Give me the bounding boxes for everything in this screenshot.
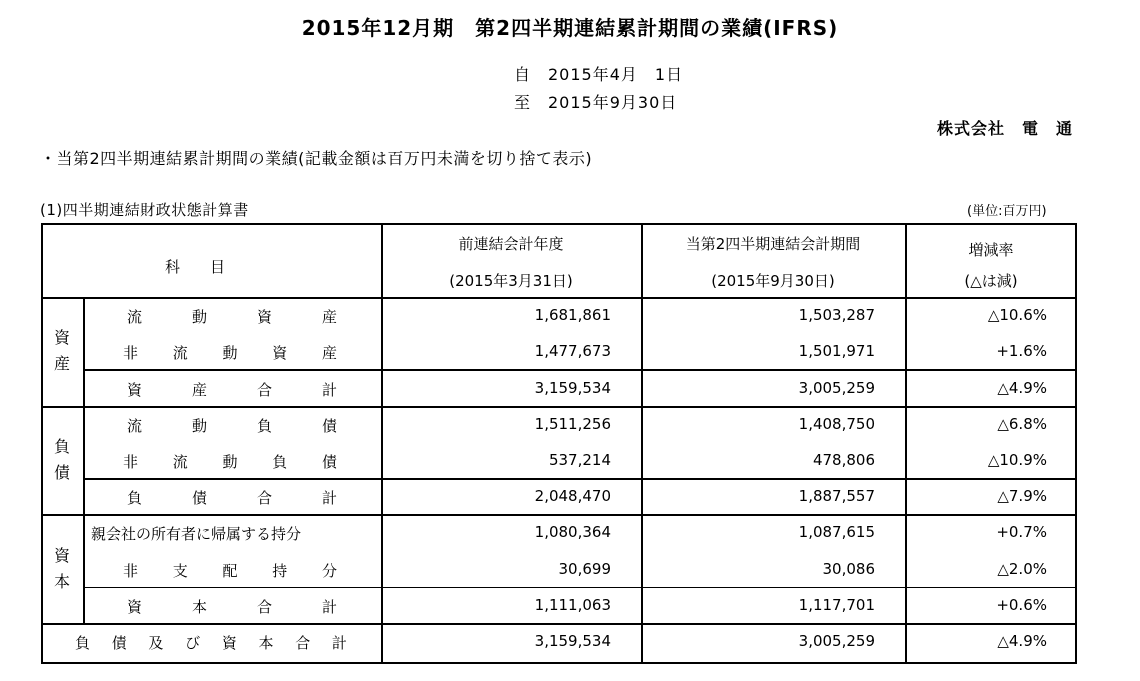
row-prev-value: 537,214	[548, 450, 611, 469]
company-name: 株式会社 電 通	[937, 119, 1074, 138]
section-heading: ・当第2四半期連結累計期間の業績(記載金額は百万円未満を切り捨て表示)	[40, 149, 593, 168]
period-to: 至 2015年9月30日	[514, 93, 678, 112]
row-item: 資 産 合 計	[127, 380, 337, 399]
header-curr-date: (2015年9月30日)	[711, 272, 835, 290]
row-rate-value: +0.6%	[996, 595, 1047, 614]
header-rate-title: 増減率	[968, 241, 1014, 259]
row-rate-value: △4.9%	[997, 631, 1047, 650]
row-item: 非 支 配 持 分	[123, 561, 337, 580]
row-prev-value: 1,681,861	[534, 306, 611, 325]
row-rate-value: +1.6%	[996, 342, 1047, 361]
grand-total-item: 負 債 及 び 資 本 合 計	[75, 633, 347, 652]
table-rule	[41, 297, 1077, 299]
table-rule	[83, 587, 1077, 589]
row-prev-value: 1,080,364	[534, 523, 611, 542]
table-rule	[41, 514, 1077, 516]
row-prev-value: 2,048,470	[534, 487, 611, 506]
row-curr-value: 3,005,259	[798, 378, 875, 397]
row-item: 非 流 動 負 債	[123, 452, 337, 471]
header-prev-date: (2015年3月31日)	[449, 272, 573, 290]
group-label: 負 債	[53, 436, 70, 482]
row-rate-value: △2.0%	[997, 559, 1047, 578]
table-rule	[83, 478, 1077, 480]
row-prev-value: 1,111,063	[534, 595, 611, 614]
row-prev-value: 3,159,534	[534, 631, 611, 650]
header-prev-title: 前連結会計年度	[458, 235, 564, 253]
table-rule	[83, 297, 85, 406]
row-rate-value: △6.8%	[997, 414, 1047, 433]
row-item: 流 動 負 債	[127, 416, 337, 435]
header-curr-title: 当第2四半期連結会計期間	[685, 235, 861, 253]
row-item: 負 債 合 計	[127, 489, 337, 508]
row-curr-value: 1,408,750	[798, 414, 875, 433]
header-item: 科 目	[165, 258, 226, 276]
group-label: 資 本	[53, 545, 70, 591]
row-curr-value: 1,503,287	[798, 306, 875, 325]
table-rule	[83, 406, 85, 515]
row-prev-value: 1,477,673	[534, 342, 611, 361]
row-rate-value: △4.9%	[997, 378, 1047, 397]
table-rule	[83, 514, 85, 623]
row-rate-value: △10.6%	[987, 306, 1047, 325]
row-item: 流 動 資 産	[127, 308, 337, 327]
table-rule	[1075, 223, 1077, 664]
table-rule	[41, 406, 1077, 408]
period-from: 自 2015年4月 1日	[514, 65, 684, 84]
table-rule	[83, 369, 1077, 371]
row-item: 非 流 動 資 産	[123, 344, 337, 363]
page-title: 2015年12月期 第2四半期連結累計期間の業績(IFRS)	[301, 16, 839, 40]
row-item: 親会社の所有者に帰属する持分	[91, 525, 302, 544]
row-curr-value: 478,806	[812, 450, 875, 469]
balance-sheet-table	[41, 223, 1077, 664]
row-prev-value: 1,511,256	[534, 414, 611, 433]
row-rate-value: +0.7%	[996, 523, 1047, 542]
row-rate-value: △7.9%	[997, 487, 1047, 506]
row-curr-value: 1,087,615	[798, 523, 875, 542]
table-rule	[41, 662, 1077, 664]
unit-note: (単位:百万円)	[967, 204, 1047, 219]
table-rule	[41, 623, 1077, 625]
row-prev-value: 3,159,534	[534, 378, 611, 397]
row-curr-value: 1,887,557	[798, 487, 875, 506]
row-prev-value: 30,699	[558, 559, 611, 578]
row-curr-value: 1,117,701	[798, 595, 875, 614]
group-label: 資 産	[53, 328, 70, 374]
row-curr-value: 3,005,259	[798, 631, 875, 650]
row-curr-value: 30,086	[822, 559, 875, 578]
header-rate-note: (△は減)	[964, 272, 1018, 290]
table-subtitle: (1)四半期連結財政状態計算書	[40, 201, 249, 219]
row-item: 資 本 合 計	[127, 597, 337, 616]
row-rate-value: △10.9%	[987, 450, 1047, 469]
table-rule	[41, 223, 1077, 225]
row-curr-value: 1,501,971	[798, 342, 875, 361]
